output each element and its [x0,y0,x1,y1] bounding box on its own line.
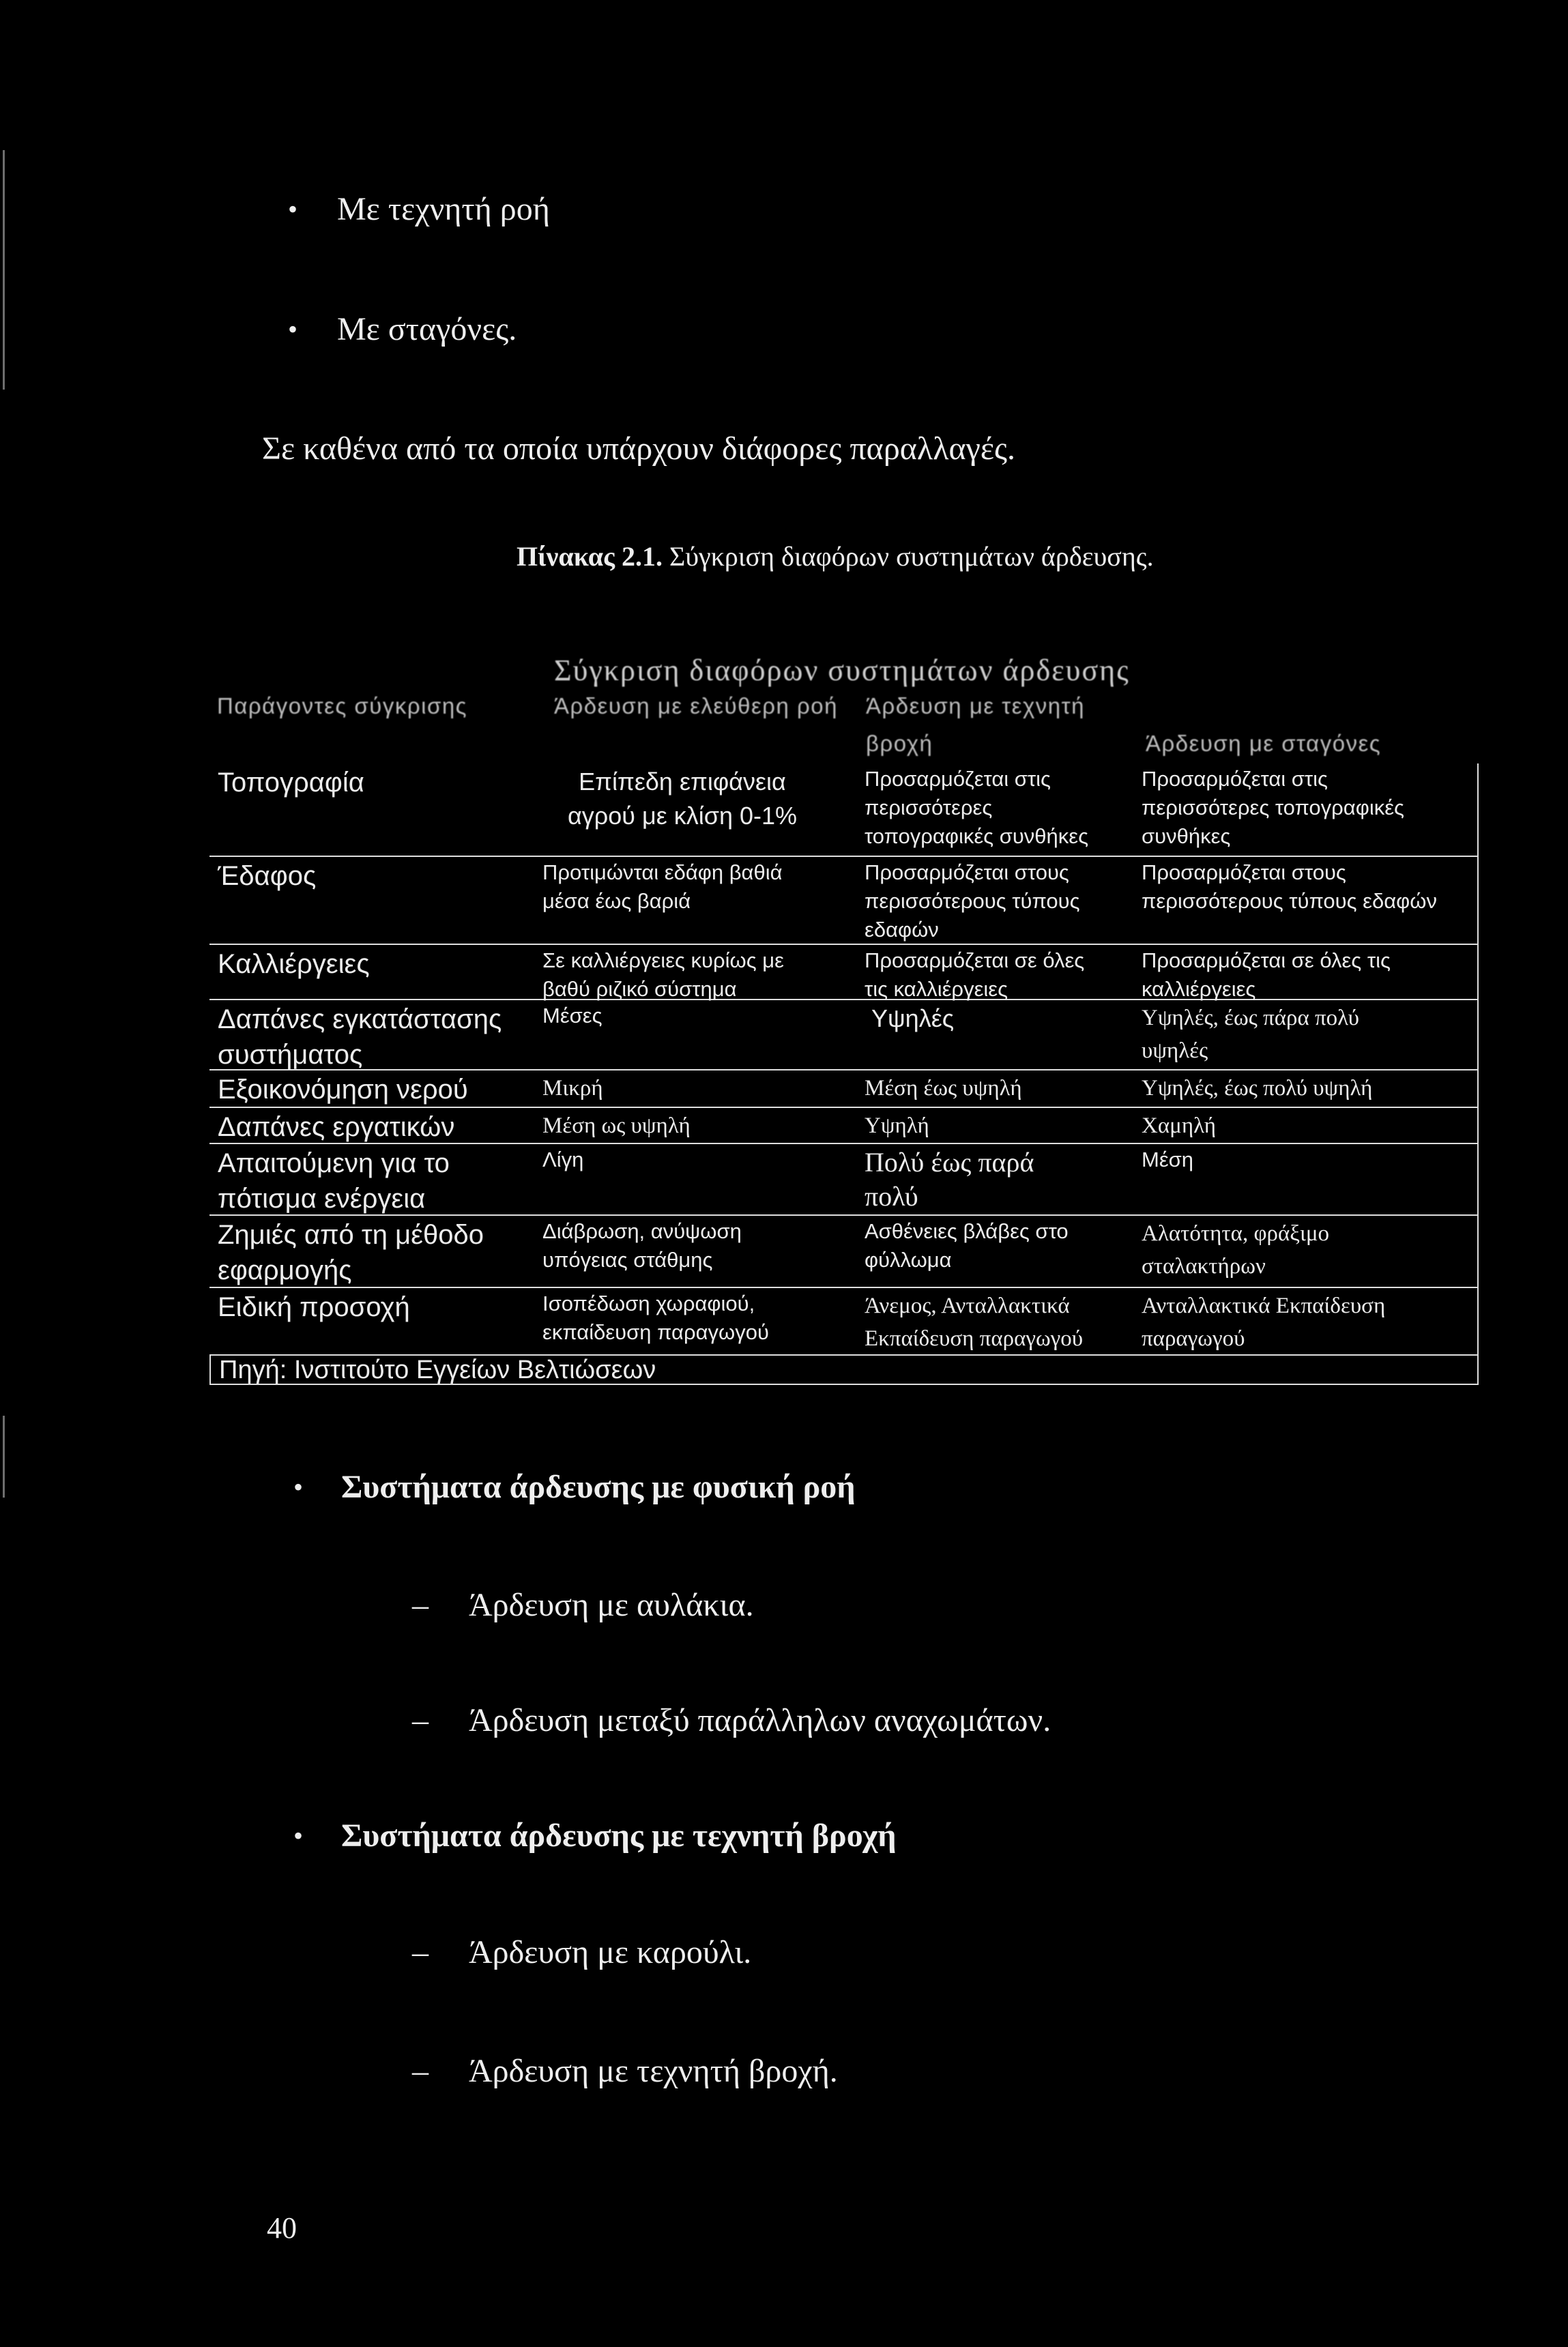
list-item: Άρδευση με τεχνητή βροχή. [469,2053,838,2089]
table-cell: Προσαρμόζεται στους περισσότερους τύπους εδαφών [854,857,1131,945]
table-cell: Αλατότητα, φράξιμο σταλακτήρων [1131,1216,1479,1288]
table-header-sprinkler: Άρδευση με τεχνητή βροχή [866,693,1086,756]
paragraph: Σε καθένα από τα οποία υπάρχουν διάφορες παραλλαγές. [262,431,1015,467]
list-item: Άρδευση μεταξύ παράλληλων αναχωμάτων. [469,1702,1051,1738]
scan-edge-line [3,150,5,390]
table-cell-factor: Καλλιέργειες [209,945,532,1000]
table-cell: Υψηλές, έως πάρα πολύ υψηλές [1131,1000,1479,1070]
table-cell-factor: Ειδική προσοχή [209,1288,532,1356]
caption-label: Πίνακας 2.1. [517,541,663,572]
table-cell: Πολύ έως παρά πολύ [854,1144,1131,1216]
table-cell: Προτιμώνται εδάφη βαθιά μέσα έως βαριά [532,857,854,945]
bullet-icon: • [293,1472,304,1502]
table-cell: Ανταλλακτικά Εκπαίδευση παραγωγού [1131,1288,1479,1356]
section-title: Συστήματα άρδευσης με φυσική ροή [341,1469,856,1505]
table-caption [517,542,1154,572]
table-cell: Υψηλές, έως πολύ υψηλή [1131,1070,1479,1108]
table-header-factors: Παράγοντες σύγκρισης [217,693,468,718]
table-cell: Λίγη [532,1144,854,1216]
table-cell: Ασθένειες βλάβες στο φύλλωμα [854,1216,1131,1288]
table-cell-factor: Απαιτούμενη για το πότισμα ενέργεια [209,1144,532,1216]
table-cell-factor: Δαπάνες εγκατάστασης συστήματος [209,1000,532,1070]
bullet-text: Με τεχνητή ροή [337,191,550,227]
table-cell: Προσαρμόζεται στις περισσότερες τοπογραφικές συνθήκες [854,763,1131,857]
table-cell: Μέση ως υψηλή [532,1108,854,1144]
table-cell: Μικρή [532,1070,854,1108]
table-cell: Προσαρμόζεται σε όλες τις καλλιέργειες [1131,945,1479,1000]
table-header-free-flow: Άρδευση με ελεύθερη ροή [554,693,839,718]
bullet-icon: • [293,1820,304,1851]
bullet-text: Με σταγόνες. [337,311,517,347]
table-source: Πηγή: Ινστιτούτο Εγγείων Βελτιώσεων [209,1356,1479,1385]
table-title: Σύγκριση διαφόρων συστημάτων άρδευσης [554,654,1130,687]
table-cell: Υψηλές [854,1000,1131,1070]
table-cell: Υψηλή [854,1108,1131,1144]
table-cell: Προσαρμόζεται στις περισσότερες τοπογραφικές συνθήκες [1131,763,1479,857]
comparison-table [209,763,1479,1385]
table-cell: Προσαρμόζεται σε όλες τις καλλιέργειες [854,945,1131,1000]
dash-icon: – [412,1934,429,1970]
table-cell: Χαμηλή [1131,1108,1479,1144]
table-cell: Μέση [1131,1144,1479,1216]
table-cell: Μέσες [532,1000,854,1070]
table-cell-factor: Έδαφος [209,857,532,945]
bullet-icon: • [288,194,298,224]
table-cell: Επίπεδη επιφάνεια αγρού με κλίση 0-1% [532,763,854,857]
caption-text: Σύγκριση διαφόρων συστημάτων άρδευσης. [669,541,1154,572]
table-cell-factor: Εξοικονόμηση νερού [209,1070,532,1108]
table-cell: Προσαρμόζεται στους περισσότερους τύπους εδαφών [1131,857,1479,945]
list-item: Άρδευση με αυλάκια. [469,1587,754,1623]
list-item: Άρδευση με καρούλι. [469,1934,752,1970]
table-cell-factor: Δαπάνες εργατικών [209,1108,532,1144]
scan-edge-line [3,1416,5,1498]
table-cell: Διάβρωση, ανύψωση υπόγειας στάθμης [532,1216,854,1288]
dash-icon: – [412,1587,429,1623]
dash-icon: – [412,1702,429,1738]
table-cell: Ισοπέδωση χωραφιού, εκπαίδευση παραγωγού [532,1288,854,1356]
section-title: Συστήματα άρδευσης με τεχνητή βροχή [341,1818,897,1854]
table-cell: Μέση έως υψηλή [854,1070,1131,1108]
table-cell-factor: Ζημιές από τη μέθοδο εφαρμογής [209,1216,532,1288]
table-cell-factor: Τοπογραφία [209,763,532,857]
table-cell: Άνεμος, Ανταλλακτικά Εκπαίδευση παραγωγού [854,1288,1131,1356]
table-header-drip: Άρδευση με σταγόνες [1146,731,1382,756]
table-cell: Σε καλλιέργειες κυρίως με βαθύ ριζικό σύστημα [532,945,854,1000]
bullet-icon: • [288,314,298,345]
dash-icon: – [412,2053,429,2089]
page-number: 40 [267,2211,297,2245]
